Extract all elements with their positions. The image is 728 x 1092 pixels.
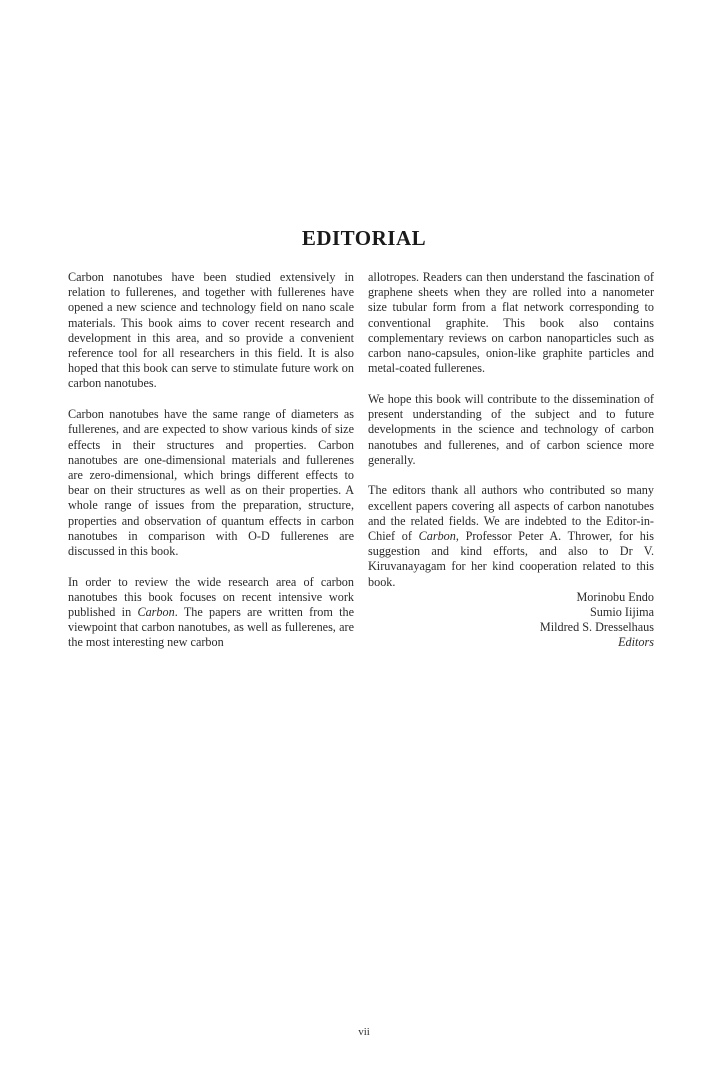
right-column: [368, 270, 654, 651]
paragraph: Carbon nanotubes have been studied extensively in relation to fullerenes, and together with fullerenes have opened a new science and technology field on nano scale materials. This book aims to cover recent research and development in this area, and so provide a convenient reference tool for all researchers in this field. It is also hoped that this book can serve to stimulate future work on carbon nanotubes.: [68, 270, 354, 391]
editor-name: Sumio Iijima: [590, 605, 654, 620]
paragraph: We hope this book will contribute to the dissemination of present understanding of the subject and to future developments in the science and technology of carbon nanotubes and fullerenes, and of carbon science more generally.: [368, 391, 654, 467]
paragraph: [368, 483, 654, 589]
paragraph-text: In order to review the wide research area of carbon nanotubes this book focuses on recent intensive work published in: [68, 574, 354, 620]
page-title: EDITORIAL: [301, 226, 427, 250]
journal-title: Carbon: [137, 605, 175, 620]
editor-name: Morinobu Endo: [576, 589, 654, 604]
paragraph-text: , Professor Peter A. Thrower, for his suggestion and kind efforts, and also to Dr V. Kiruvanayagam for her kind cooperation related to this book.: [368, 529, 654, 589]
paragraph: [68, 575, 354, 651]
editor-name: Mildred S. Dresselhaus: [539, 620, 654, 635]
page-number: vii: [358, 1026, 370, 1038]
paragraph: allotropes. Readers can then understand the fascination of graphene sheets when they are rolled into a nanometer size tubular form from a flat network corresponding to conventional graphite. This book also contains complementary reviews on carbon nanoparticles such as carbon nano-capsules, onion-like graphite particles and metal-coated fullerenes.: [368, 270, 654, 376]
left-column: [68, 270, 354, 666]
paragraph-text: . The papers are written from the viewpoint that carbon nanotubes, as well as fullerenes, are the most interesting new carbon: [68, 605, 354, 650]
journal-title: Carbon: [418, 529, 456, 544]
paragraph-text: The editors thank all authors who contributed so many excellent papers covering all aspects of carbon nanotubes and the related fields. We are indebted to the Editor-in-Chief of: [368, 483, 654, 544]
signature-block: [368, 590, 654, 651]
paragraph: Carbon nanotubes have the same range of diameters as fullerenes, and are expected to show various kinds of size effects in their structures and properties. Carbon nanotubes are one-dimensional materials and fullerenes are zero-dimensional, which brings different effects to bear on their structures as well as on their properties. A whole range of issues from the preparation, structure, properties and observation of quantum effects in carbon nanotubes in comparison with O-D fullerenes are discussed in this book.: [68, 407, 354, 558]
editors-label: Editors: [618, 635, 654, 650]
